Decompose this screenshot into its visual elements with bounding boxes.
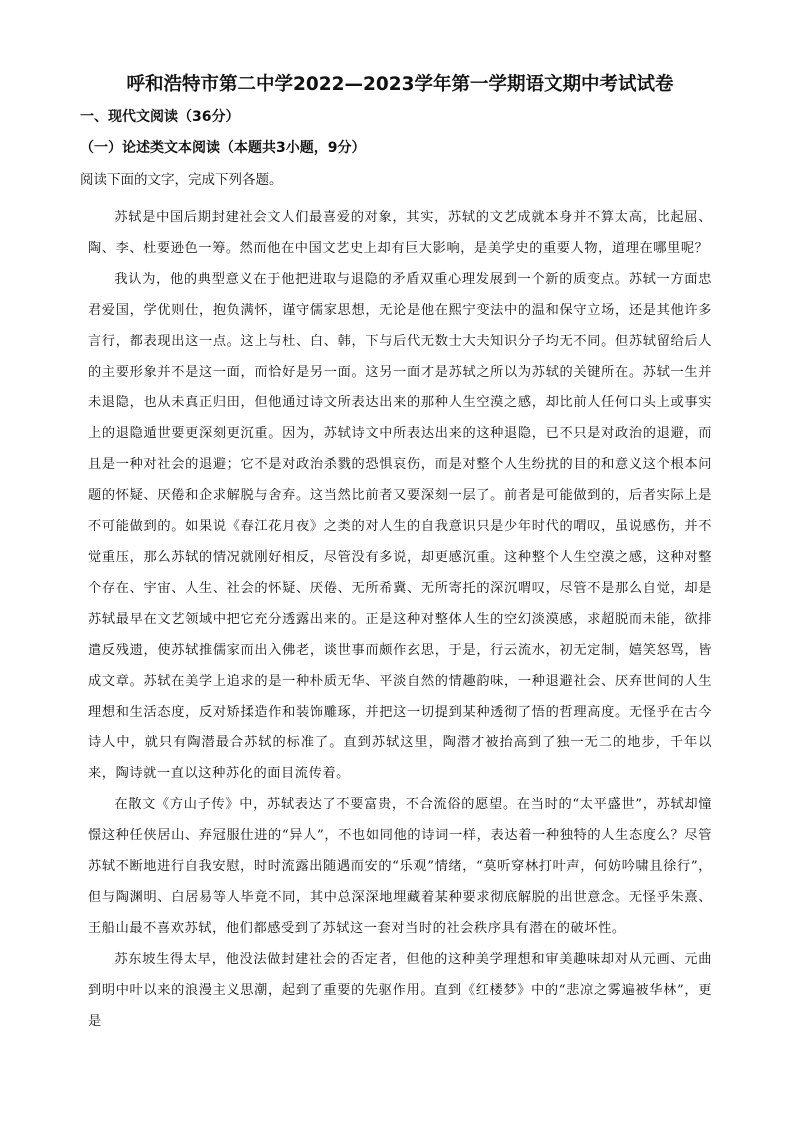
passage-paragraph-4: 苏东坡生得太早，他没法做封建社会的否定者，但他的这种美学理想和审美趣味却对从元画、元曲到明中叶以来的浪漫主义思潮，起到了重要的先驱作用。直到《红楼梦》中的“悲凉之雾遍被华林”，更是 — [88, 951, 712, 1029]
exam-title: 呼和浩特市第二中学2022—2023学年第一学期语文期中考试试卷 — [126, 74, 674, 95]
passage-paragraph-2: 我认为，他的典型意义在于他把进取与退隐的矛盾双重心理发展到一个新的质变点。苏轼一方面忠君爱国，学优则仕，抱负满怀，谨守儒家思想，无论是他在熙宁变法中的温和保守立场，还是其他许多言行，都表现出这一点。这上与杜、白、韩，下与后代无数士大夫知识分子均无不同。但苏轼留给后人的主要形象并不是这一面，而恰好是另一面。这另一面才是苏轼之所以为苏轼的关键所在。苏轼一生并未退隐，也从未真正归田，但他通过诗文所表达出来的那种人生空漠之感，却比前人任何口头上或事实上的退隐遁世要更深刻更沉重。因为，苏轼诗文中所表达出来的这种退隐，已不只是对政治的退避，而且是一种对社会的退避；它不是对政治杀戮的恐惧哀伤，而是对整个人生纷扰的目的和意义这个根本问题的怀疑、厌倦和企求解脱与舍弃。这当然比前者又要深刻一层了。前者是可能做到的，后者实际上是不可能做到的。如果说《春江花月夜》之类的对人生的自我意识只是少年时代的喟叹，虽说感伤，并不觉重压，那么苏轼的情况就刚好相反，尽管没有多说，却更感沉重。这种整个人生空漠之感，这种对整个存在、宇宙、人生、社会的怀疑、厌倦、无所希冀、无所寄托的深沉喟叹，尽管不是那么自觉，却是苏轼最早在文艺领域中把它充分透露出来的。正是这种对整体人生的空幻淡漠感，求超脱而未能，欲排遣反残遗，使苏轼推儒家而出入佛老，谈世事而颇作玄思，于是，行云流水，初无定制，嬉笑怒骂，皆成文章。苏轼在美学上追求的是一种朴质无华、平淡自然的情趣韵味，一种退避社会、厌弃世间的人生理想和生活态度，反对矫揉造作和装饰雕琢，并把这一切提到某种透彻了悟的哲理高度。无怪乎在古今诗人中，就只有陶潜最合苏轼的标准了。直到苏轼这里，陶潜才被抬高到了独一无二的地步，千年以来，陶诗就一直以这种苏化的面目流传着。 — [88, 271, 712, 782]
section-heading-argumentative-reading: （一）论述类文本阅读（本题共3小题，9分） — [80, 140, 366, 156]
passage-paragraph-3: 在散文《方山子传》中，苏轼表达了不要富贵，不合流俗的愿望。在当时的“太平盛世”，苏轼却憧憬这种任侠居山、弃冠服仕进的“异人”，不也如同他的诗词一样，表达着一种独特的人生态度么？尽管苏轼不断地进行自我安慰，时时流露出随遇而安的“乐观”情绪，“莫听穿林打叶声，何妨吟啸且徐行”，但与陶渊明、白居易等人毕竟不同，其中总深深地埋藏着某种要求彻底解脱的出世意念。无怪乎朱熹、王船山最不喜欢苏轼，他们都感受到了苏轼这一套对当时的社会秩序具有潜在的破坏性。 — [88, 797, 712, 936]
reading-instruction: 阅读下面的文字，完成下列各题。 — [80, 172, 283, 188]
section-heading-modern-reading: 一、现代文阅读（36分） — [80, 109, 240, 125]
passage-paragraph-1: 苏轼是中国后期封建社会文人们最喜爱的对象，其实，苏轼的文艺成就本身并不算太高，比起屈、陶、李、杜要逊色一筹。然而他在中国文艺史上却有巨大影响，是美学史的重要人物，道理在哪里呢？ — [88, 210, 712, 256]
reading-passage — [88, 203, 712, 1037]
